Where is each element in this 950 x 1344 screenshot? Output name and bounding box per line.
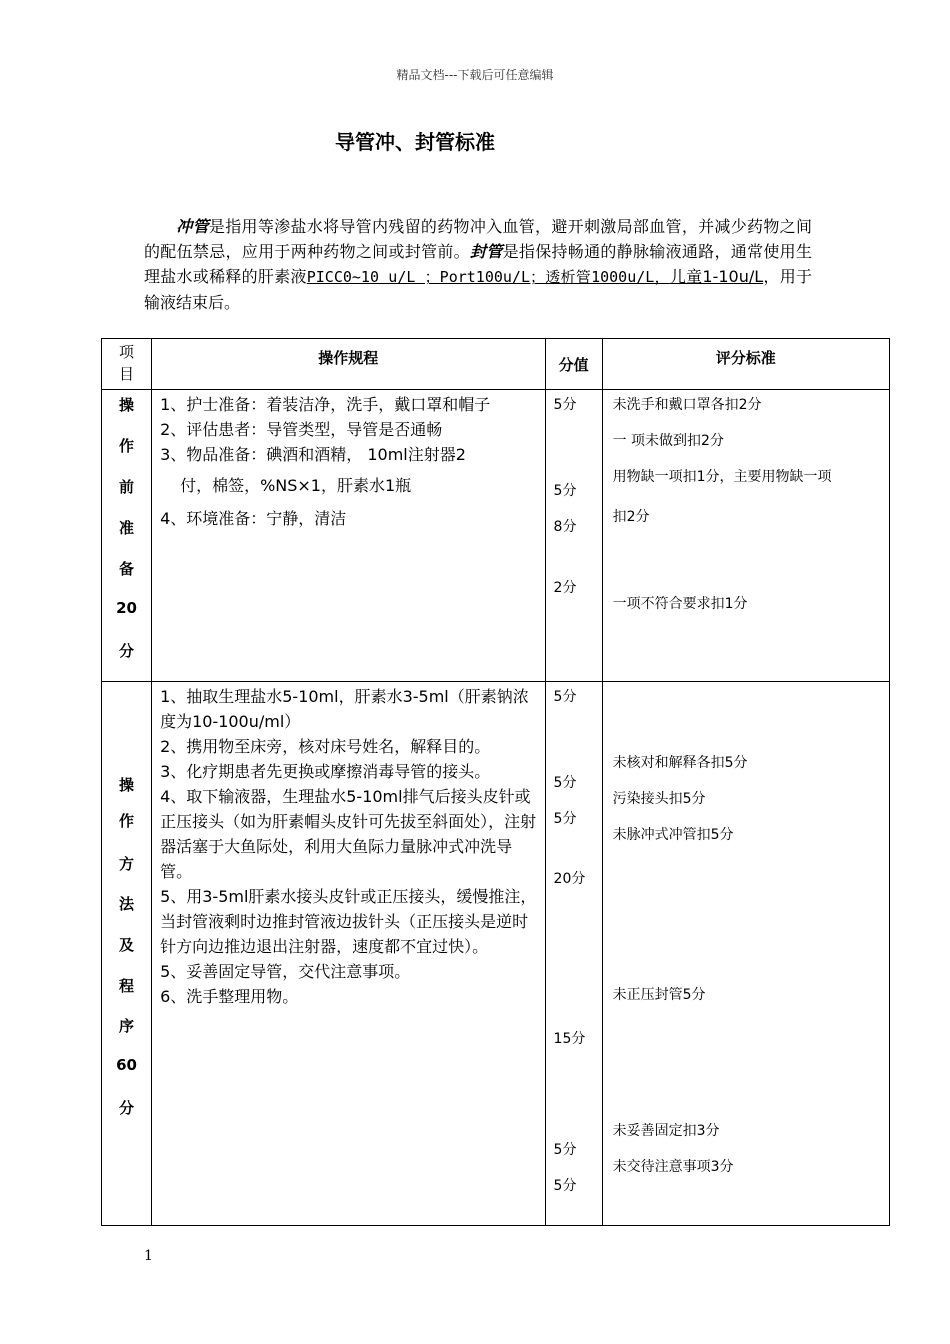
intro-paragraph xyxy=(144,214,812,315)
table-row xyxy=(102,682,890,1226)
intro-underlined-2: 儿童1-10u/L xyxy=(669,267,764,286)
step-item: 3、化疗期患者先更换或摩擦消毒导管的接头。 xyxy=(160,762,491,781)
score-value: 15分 xyxy=(553,1031,586,1047)
score-value: 5分 xyxy=(553,1178,577,1194)
step-item: 5、妥善固定导管，交代注意事项。 xyxy=(160,962,411,981)
keyword-flush: 冲管 xyxy=(176,217,209,236)
criteria-item: 未交待注意事项3分 xyxy=(612,1159,734,1175)
score-value: 5分 xyxy=(553,689,577,705)
intro-text-1: 是指用等渗盐水将导管内残留的药物冲入血管，避开刺激局部血管，并减少药物之间的配伍禁忌，应用于两种药物之间或封管前。 xyxy=(144,217,812,261)
document-title: 导管冲、封管标准 xyxy=(335,130,495,154)
criteria-item: 用物缺一项扣1分，主要用物缺一项 xyxy=(612,469,832,485)
criteria-item: 未洗手和戴口罩各扣2分 xyxy=(612,397,762,413)
page-header: 精品文档---下载后可任意编辑 xyxy=(396,68,554,82)
step-item: 1、抽取生理盐水5-10ml，肝素水3-5ml（肝素钠浓度为10-100u/ml） xyxy=(160,687,529,731)
keyword-lock: 封管 xyxy=(469,242,503,261)
score-value: 5分 xyxy=(553,1142,577,1158)
section1-steps xyxy=(152,390,545,682)
scoring-table xyxy=(101,338,890,1226)
intro-text-2: 是指保持畅通的静脉输液通路，通常使用生理盐水或稀释的肝素液 xyxy=(144,242,812,286)
section1-scores xyxy=(545,390,602,682)
criteria-item: 污染接头扣5分 xyxy=(612,791,706,807)
page-number: 1 xyxy=(144,1248,153,1264)
criteria-item: 未正压封管5分 xyxy=(612,987,706,1003)
header-criteria: 评分标准 xyxy=(602,339,889,390)
section1-label: 操 作 前 准 备 20 分 xyxy=(102,390,152,682)
score-value: 8分 xyxy=(553,519,577,535)
criteria-item: 未核对和解释各扣5分 xyxy=(612,755,748,771)
step-item: 4、环境准备：宁静，清洁 xyxy=(160,509,347,528)
score-value: 5分 xyxy=(553,775,577,791)
criteria-item: 未妥善固定扣3分 xyxy=(612,1123,720,1139)
section2-criteria xyxy=(602,682,889,1226)
table-row xyxy=(102,390,890,682)
step-item: 3、物品准备：碘酒和酒精， 10ml注射器2 xyxy=(160,445,466,464)
score-value: 2分 xyxy=(553,580,577,596)
criteria-item: 未脉冲式冲管扣5分 xyxy=(612,827,734,843)
score-value: 5分 xyxy=(553,397,577,413)
score-value: 5分 xyxy=(553,483,577,499)
step-item: 1、护士准备：着装洁净，洗手，戴口罩和帽子 xyxy=(160,395,491,414)
step-item: 付，棉签，%NS×1，肝素水1瓶 xyxy=(180,476,412,495)
header-procedure: 操作规程 xyxy=(152,339,545,390)
table-header-row xyxy=(102,339,890,390)
step-item: 6、洗手整理用物。 xyxy=(160,987,299,1006)
step-item: 2、携用物至床旁，核对床号姓名，解释目的。 xyxy=(160,737,491,756)
section2-label: 操 作 方 法 及 程 序 60 分 xyxy=(102,682,152,1226)
step-item: 2、评估患者：导管类型，导管是否通畅 xyxy=(160,420,443,439)
header-item: 项目 xyxy=(102,339,152,390)
criteria-item: 一 项未做到扣2分 xyxy=(612,433,724,449)
criteria-item: 一项不符合要求扣1分 xyxy=(612,596,748,612)
intro-underlined-1: PICC0~10 u/L ；Port100u/L；透析管1000u/L， xyxy=(306,268,670,286)
header-score: 分值 xyxy=(545,339,602,390)
section2-scores xyxy=(545,682,602,1226)
criteria-item: 扣2分 xyxy=(612,509,650,525)
section1-criteria xyxy=(602,390,889,682)
step-item: 5、用3-5ml肝素水接头皮针或正压接头，缓慢推注，当封管液剩时边推封管液边拔针头（正压接头是逆时针方向边推边退出注射器，速度都不宜过快）。 xyxy=(160,887,537,956)
score-value: 5分 xyxy=(553,811,577,827)
step-item: 4、取下输液器，生理盐水5-10ml排气后接头皮针或正压接头（如为肝素帽头皮针可先拔至斜面处），注射器活塞于大鱼际处，利用大鱼际力量脉冲式冲洗导管。 xyxy=(160,787,537,881)
section2-steps xyxy=(152,682,545,1226)
score-value: 20分 xyxy=(553,871,586,887)
intro-text-3: ，用于输液结束后。 xyxy=(144,267,812,312)
